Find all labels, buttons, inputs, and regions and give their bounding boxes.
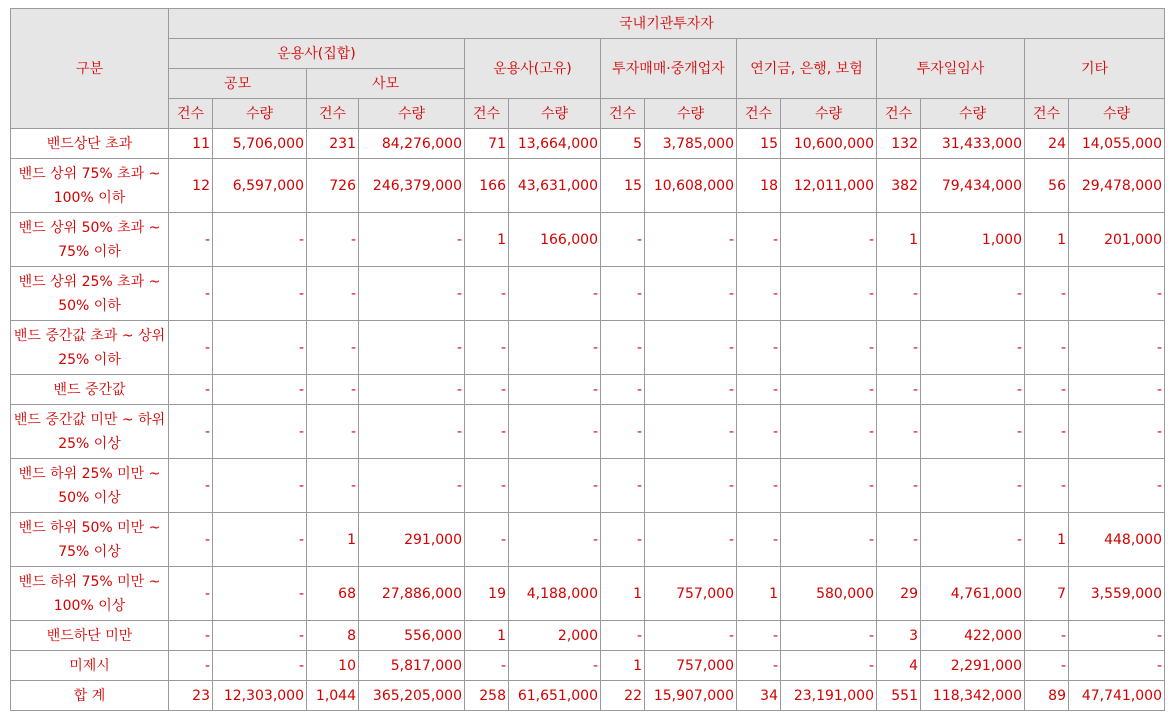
quantity-cell: - — [359, 405, 465, 459]
table-row — [11, 681, 1165, 711]
count-header: 건수 — [877, 99, 921, 129]
count-cell: 1 — [601, 567, 645, 621]
quantity-cell: - — [359, 321, 465, 375]
group-header-pension-bank: 연기금, 은행, 보험 — [737, 39, 877, 99]
count-cell: 5 — [601, 129, 645, 159]
table-row — [11, 459, 1165, 513]
count-cell: 3 — [877, 621, 921, 651]
quantity-cell: 23,191,000 — [781, 681, 877, 711]
count-cell: - — [601, 513, 645, 567]
quantity-cell: 5,706,000 — [213, 129, 307, 159]
count-cell: 258 — [465, 681, 509, 711]
row-label: 밴드하단 미만 — [11, 621, 169, 651]
count-header: 건수 — [465, 99, 509, 129]
row-label: 밴드 하위 50% 미만 ~ 75% 이상 — [11, 513, 169, 567]
quantity-cell: - — [509, 321, 601, 375]
count-cell: - — [1025, 375, 1069, 405]
count-cell: - — [737, 405, 781, 459]
quantity-cell: 757,000 — [645, 651, 737, 681]
count-cell: - — [169, 513, 213, 567]
count-cell: 1 — [877, 213, 921, 267]
count-cell: - — [169, 405, 213, 459]
count-cell: 1 — [601, 651, 645, 681]
quantity-cell: - — [359, 459, 465, 513]
row-label: 밴드 상위 25% 초과 ~ 50% 이하 — [11, 267, 169, 321]
count-cell: - — [169, 375, 213, 405]
quantity-cell: - — [1069, 405, 1165, 459]
count-header: 건수 — [307, 99, 359, 129]
count-cell: - — [465, 321, 509, 375]
quantity-cell: 448,000 — [1069, 513, 1165, 567]
count-cell: - — [877, 267, 921, 321]
quantity-cell: 4,188,000 — [509, 567, 601, 621]
quantity-cell: - — [213, 267, 307, 321]
quantity-cell: - — [645, 513, 737, 567]
quantity-cell: - — [921, 513, 1025, 567]
quantity-cell: 4,761,000 — [921, 567, 1025, 621]
count-cell: - — [1025, 405, 1069, 459]
quantity-cell: 5,817,000 — [359, 651, 465, 681]
count-cell: 29 — [877, 567, 921, 621]
count-cell: - — [169, 459, 213, 513]
count-cell: - — [737, 375, 781, 405]
subheader-public: 공모 — [169, 69, 307, 99]
quantity-cell: - — [645, 405, 737, 459]
quantity-cell: 31,433,000 — [921, 129, 1025, 159]
count-cell: - — [601, 267, 645, 321]
count-cell: 1 — [307, 513, 359, 567]
count-cell: - — [169, 651, 213, 681]
quantity-cell: - — [781, 621, 877, 651]
quantity-cell: 3,559,000 — [1069, 567, 1165, 621]
quantity-cell: - — [213, 459, 307, 513]
quantity-cell: - — [359, 213, 465, 267]
count-cell: - — [601, 375, 645, 405]
count-cell: - — [169, 567, 213, 621]
count-cell: 68 — [307, 567, 359, 621]
table-row — [11, 159, 1165, 213]
count-cell: - — [169, 267, 213, 321]
quantity-cell: - — [921, 459, 1025, 513]
quantity-header: 수량 — [645, 99, 737, 129]
quantity-cell: 556,000 — [359, 621, 465, 651]
table-row — [11, 405, 1165, 459]
quantity-header: 수량 — [781, 99, 877, 129]
quantity-cell: - — [509, 375, 601, 405]
quantity-cell: - — [781, 405, 877, 459]
count-cell: 4 — [877, 651, 921, 681]
division-header: 구분 — [11, 9, 169, 129]
count-cell: - — [307, 321, 359, 375]
quantity-cell: 79,434,000 — [921, 159, 1025, 213]
row-label: 밴드 상위 50% 초과 ~ 75% 이하 — [11, 213, 169, 267]
quantity-cell: - — [213, 405, 307, 459]
count-cell: 726 — [307, 159, 359, 213]
group-header-asset-proprietary: 운용사(고유) — [465, 39, 601, 99]
group-header-asset-collective: 운용사(집합) — [169, 39, 465, 69]
row-label: 밴드상단 초과 — [11, 129, 169, 159]
quantity-cell: 13,664,000 — [509, 129, 601, 159]
quantity-cell: - — [359, 267, 465, 321]
count-cell: 231 — [307, 129, 359, 159]
count-cell: 166 — [465, 159, 509, 213]
quantity-cell: 6,597,000 — [213, 159, 307, 213]
quantity-cell: 27,886,000 — [359, 567, 465, 621]
quantity-cell: - — [213, 321, 307, 375]
count-cell: 23 — [169, 681, 213, 711]
quantity-cell: - — [645, 459, 737, 513]
table-row — [11, 267, 1165, 321]
count-cell: 132 — [877, 129, 921, 159]
count-cell: - — [877, 375, 921, 405]
quantity-cell: - — [921, 267, 1025, 321]
quantity-cell: - — [509, 651, 601, 681]
quantity-header: 수량 — [921, 99, 1025, 129]
row-label: 밴드 하위 25% 미만 ~ 50% 이상 — [11, 459, 169, 513]
count-cell: - — [601, 459, 645, 513]
count-cell: - — [737, 321, 781, 375]
count-cell: 89 — [1025, 681, 1069, 711]
count-cell: - — [307, 405, 359, 459]
quantity-cell: 84,276,000 — [359, 129, 465, 159]
count-cell: 11 — [169, 129, 213, 159]
count-cell: - — [169, 213, 213, 267]
count-cell: - — [1025, 621, 1069, 651]
quantity-cell: - — [1069, 321, 1165, 375]
quantity-cell: 29,478,000 — [1069, 159, 1165, 213]
quantity-cell: - — [645, 321, 737, 375]
count-cell: - — [1025, 321, 1069, 375]
table-row — [11, 213, 1165, 267]
quantity-cell: - — [213, 567, 307, 621]
count-cell: 1 — [1025, 513, 1069, 567]
quantity-cell: - — [1069, 459, 1165, 513]
count-cell: - — [465, 651, 509, 681]
quantity-cell: 3,785,000 — [645, 129, 737, 159]
count-cell: - — [307, 375, 359, 405]
count-cell: - — [465, 375, 509, 405]
quantity-cell: - — [921, 321, 1025, 375]
quantity-cell: - — [1069, 375, 1165, 405]
count-cell: 56 — [1025, 159, 1069, 213]
quantity-header: 수량 — [509, 99, 601, 129]
count-cell: - — [1025, 651, 1069, 681]
quantity-cell: - — [921, 405, 1025, 459]
table-row — [11, 129, 1165, 159]
quantity-cell: 246,379,000 — [359, 159, 465, 213]
quantity-cell: 10,600,000 — [781, 129, 877, 159]
count-cell: 1,044 — [307, 681, 359, 711]
quantity-cell: - — [1069, 621, 1165, 651]
count-cell: - — [737, 621, 781, 651]
quantity-cell: - — [509, 267, 601, 321]
quantity-cell: 47,741,000 — [1069, 681, 1165, 711]
quantity-cell: - — [213, 213, 307, 267]
quantity-cell: 757,000 — [645, 567, 737, 621]
count-cell: 1 — [1025, 213, 1069, 267]
count-cell: 551 — [877, 681, 921, 711]
quantity-cell: 365,205,000 — [359, 681, 465, 711]
count-cell: - — [601, 321, 645, 375]
count-cell: - — [1025, 267, 1069, 321]
quantity-cell: 61,651,000 — [509, 681, 601, 711]
quantity-cell: - — [645, 621, 737, 651]
quantity-cell: - — [781, 513, 877, 567]
count-cell: - — [877, 405, 921, 459]
count-cell: 71 — [465, 129, 509, 159]
count-cell: 1 — [465, 213, 509, 267]
row-label: 합 계 — [11, 681, 169, 711]
quantity-header: 수량 — [359, 99, 465, 129]
count-cell: 7 — [1025, 567, 1069, 621]
count-cell: - — [877, 459, 921, 513]
count-header: 건수 — [601, 99, 645, 129]
quantity-cell: 118,342,000 — [921, 681, 1025, 711]
table-row — [11, 621, 1165, 651]
quantity-cell: - — [1069, 651, 1165, 681]
quantity-cell: - — [213, 513, 307, 567]
count-cell: 12 — [169, 159, 213, 213]
quantity-cell: 10,608,000 — [645, 159, 737, 213]
quantity-header: 수량 — [1069, 99, 1165, 129]
count-cell: - — [465, 267, 509, 321]
quantity-cell: 1,000 — [921, 213, 1025, 267]
quantity-cell: 166,000 — [509, 213, 601, 267]
table-row — [11, 567, 1165, 621]
group-header-discretionary: 투자일임사 — [877, 39, 1025, 99]
count-cell: - — [307, 459, 359, 513]
count-cell: - — [307, 267, 359, 321]
quantity-cell: - — [781, 375, 877, 405]
count-cell: 24 — [1025, 129, 1069, 159]
count-cell: 18 — [737, 159, 781, 213]
count-header: 건수 — [169, 99, 213, 129]
quantity-cell: 422,000 — [921, 621, 1025, 651]
quantity-cell: - — [645, 213, 737, 267]
allocation-table — [10, 8, 1165, 711]
quantity-cell: - — [781, 267, 877, 321]
group-header-other: 기타 — [1025, 39, 1165, 99]
count-header: 건수 — [737, 99, 781, 129]
quantity-cell: - — [781, 459, 877, 513]
table-row — [11, 321, 1165, 375]
count-cell: - — [737, 651, 781, 681]
count-cell: - — [601, 213, 645, 267]
count-cell: - — [465, 405, 509, 459]
row-label: 밴드 중간값 — [11, 375, 169, 405]
quantity-cell: - — [645, 375, 737, 405]
count-cell: - — [737, 459, 781, 513]
quantity-cell: - — [359, 375, 465, 405]
quantity-cell: 12,011,000 — [781, 159, 877, 213]
count-cell: 382 — [877, 159, 921, 213]
count-cell: - — [601, 405, 645, 459]
quantity-cell: 14,055,000 — [1069, 129, 1165, 159]
row-label: 미제시 — [11, 651, 169, 681]
quantity-cell: - — [509, 513, 601, 567]
quantity-cell: - — [781, 321, 877, 375]
quantity-cell: - — [781, 651, 877, 681]
table-row — [11, 651, 1165, 681]
count-cell: 15 — [737, 129, 781, 159]
count-cell: 22 — [601, 681, 645, 711]
quantity-cell: - — [213, 621, 307, 651]
count-cell: 15 — [601, 159, 645, 213]
quantity-cell: - — [781, 213, 877, 267]
count-cell: - — [307, 213, 359, 267]
count-cell: 1 — [737, 567, 781, 621]
row-label: 밴드 하위 75% 미만 ~ 100% 이상 — [11, 567, 169, 621]
count-cell: - — [601, 621, 645, 651]
quantity-cell: - — [1069, 267, 1165, 321]
count-cell: 1 — [465, 621, 509, 651]
row-label: 밴드 상위 75% 초과 ~ 100% 이하 — [11, 159, 169, 213]
count-cell: - — [1025, 459, 1069, 513]
group-header-broker: 투자매매·중개업자 — [601, 39, 737, 99]
count-cell: 19 — [465, 567, 509, 621]
quantity-cell: - — [213, 651, 307, 681]
count-cell: - — [737, 513, 781, 567]
table-row — [11, 375, 1165, 405]
count-cell: - — [465, 459, 509, 513]
quantity-cell: 2,291,000 — [921, 651, 1025, 681]
quantity-cell: 201,000 — [1069, 213, 1165, 267]
count-header: 건수 — [1025, 99, 1069, 129]
count-cell: 10 — [307, 651, 359, 681]
count-cell: 34 — [737, 681, 781, 711]
quantity-cell: 15,907,000 — [645, 681, 737, 711]
domestic-investor-header: 국내기관투자자 — [169, 9, 1165, 39]
quantity-cell: - — [645, 267, 737, 321]
count-cell: - — [737, 213, 781, 267]
count-cell: - — [169, 621, 213, 651]
count-cell: - — [737, 267, 781, 321]
quantity-cell: - — [921, 375, 1025, 405]
count-cell: - — [877, 513, 921, 567]
count-cell: 8 — [307, 621, 359, 651]
count-cell: - — [877, 321, 921, 375]
row-label: 밴드 중간값 초과 ~ 상위 25% 이하 — [11, 321, 169, 375]
quantity-cell: 43,631,000 — [509, 159, 601, 213]
row-label: 밴드 중간값 미만 ~ 하위 25% 이상 — [11, 405, 169, 459]
count-cell: - — [169, 321, 213, 375]
quantity-header: 수량 — [213, 99, 307, 129]
table-row — [11, 513, 1165, 567]
quantity-cell: 12,303,000 — [213, 681, 307, 711]
quantity-cell: 291,000 — [359, 513, 465, 567]
quantity-cell: - — [213, 375, 307, 405]
subheader-private: 사모 — [307, 69, 465, 99]
quantity-cell: - — [509, 405, 601, 459]
table-body — [11, 129, 1165, 711]
quantity-cell: 580,000 — [781, 567, 877, 621]
quantity-cell: - — [509, 459, 601, 513]
quantity-cell: 2,000 — [509, 621, 601, 651]
table-header — [11, 9, 1165, 129]
count-cell: - — [465, 513, 509, 567]
